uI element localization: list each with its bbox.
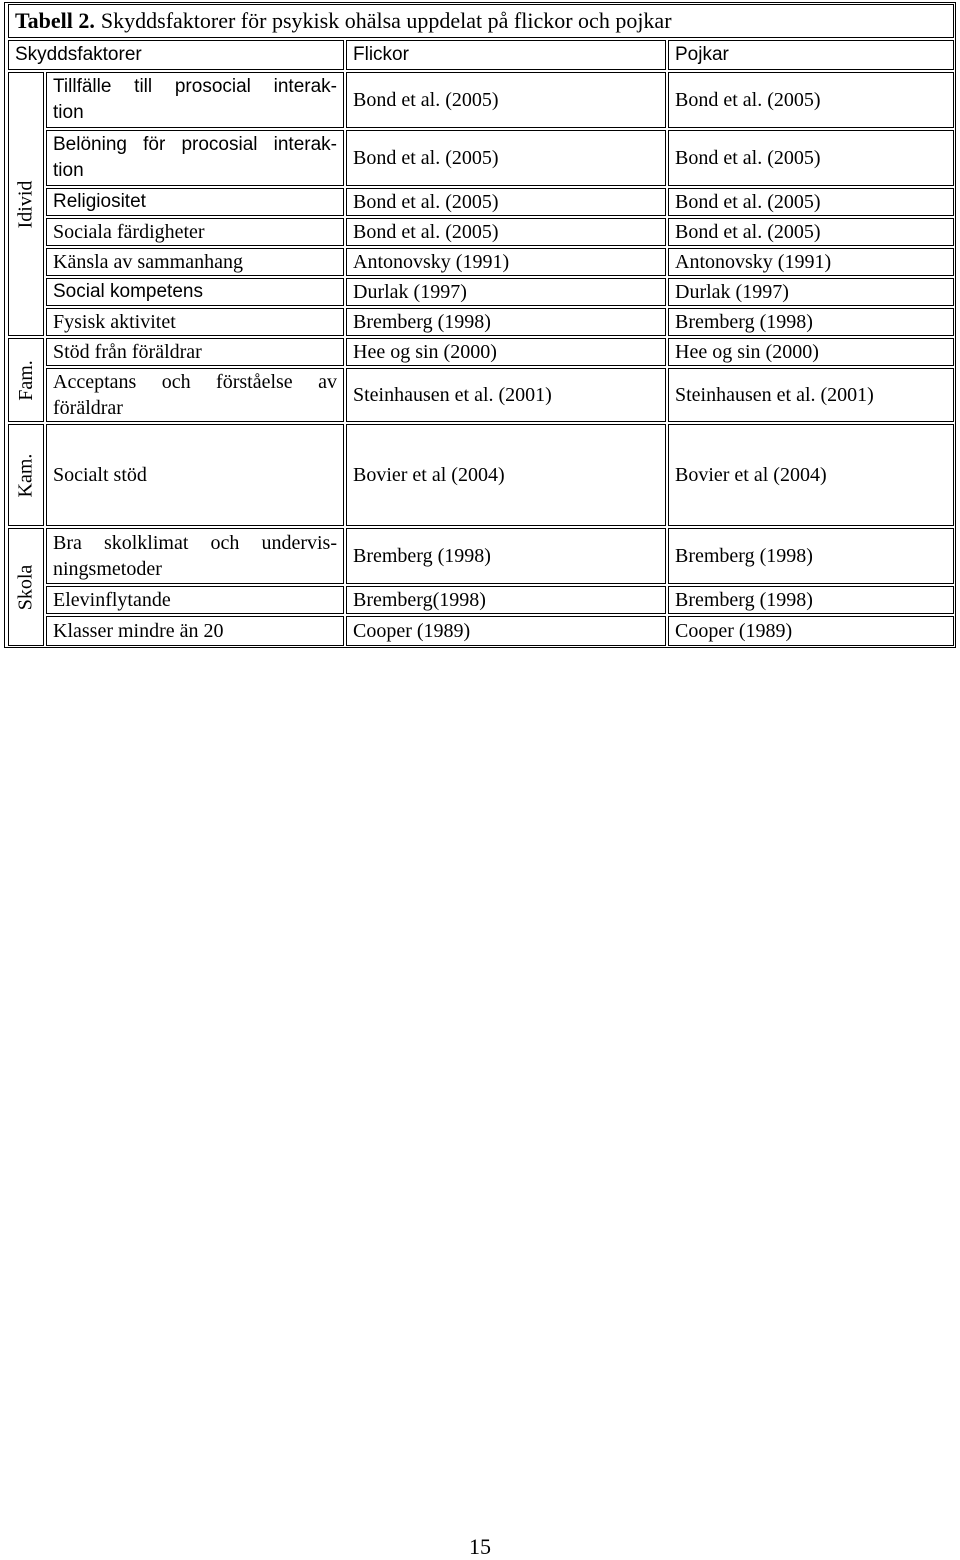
table-caption (8, 4, 954, 38)
table-row-pojkar: Bremberg (1998) (668, 528, 954, 584)
group-label-fam-text: Fam. (14, 359, 37, 401)
group-label-skola-text: Skola (14, 564, 37, 610)
header-skyddsfaktorer: Skyddsfaktorer (8, 40, 344, 70)
header-pojkar: Pojkar (668, 40, 954, 70)
table-row-factor: Religiositet (46, 188, 344, 216)
table-row-pojkar: Steinhausen et al. (2001) (668, 368, 954, 422)
table-row-flickor: Bremberg(1998) (346, 586, 666, 614)
table-row-flickor: Bond et al. (2005) (346, 218, 666, 246)
table-row-factor: Elevinflytande (46, 586, 344, 614)
table-row-flickor: Bond et al. (2005) (346, 72, 666, 128)
table-row-flickor: Bond et al. (2005) (346, 130, 666, 186)
table-row-pojkar: Bond et al. (2005) (668, 72, 954, 128)
table-row-factor: Socialt stöd (46, 424, 344, 526)
page-number: 15 (469, 1534, 491, 1559)
group-label-skola (8, 528, 44, 646)
table-row-factor: Fysisk aktivitet (46, 308, 344, 336)
table-row-flickor: Bond et al. (2005) (346, 188, 666, 216)
table-row-flickor: Bremberg (1998) (346, 528, 666, 584)
table-row-flickor: Durlak (1997) (346, 278, 666, 306)
table-row-factor: Klasser mindre än 20 (46, 616, 344, 646)
header-flickor: Flickor (346, 40, 666, 70)
table-row-factor: Bra skolklimat och undervis- ningsmetoder (46, 528, 344, 584)
table-row-factor: Känsla av sammanhang (46, 248, 344, 276)
table-row-factor: Stöd från föräldrar (46, 338, 344, 366)
table-row-factor: Tillfälle till prosocial interak- tion (46, 72, 344, 128)
group-label-idivid (8, 72, 44, 336)
group-label-kam-text: Kam. (14, 453, 37, 497)
table-row-flickor: Steinhausen et al. (2001) (346, 368, 666, 422)
table-row-pojkar: Bovier et al (2004) (668, 424, 954, 526)
table-row-pojkar: Bond et al. (2005) (668, 188, 954, 216)
table-row-pojkar: Bremberg (1998) (668, 586, 954, 614)
table-row-flickor: Cooper (1989) (346, 616, 666, 646)
table-row-flickor: Antonovsky (1991) (346, 248, 666, 276)
table-row-factor: Belöning för procosial interak- tion (46, 130, 344, 186)
table-row-pojkar: Bremberg (1998) (668, 308, 954, 336)
table-row-pojkar: Bond et al. (2005) (668, 130, 954, 186)
table-row-pojkar: Durlak (1997) (668, 278, 954, 306)
group-label-idivid-text: Idivid (14, 180, 37, 228)
table-row-flickor: Bovier et al (2004) (346, 424, 666, 526)
table-caption-prefix: Tabell 2. (15, 8, 95, 33)
table-row-pojkar: Hee og sin (2000) (668, 338, 954, 366)
group-label-kam (8, 424, 44, 526)
table-row-factor: Social kompetens (46, 278, 344, 306)
table-row-pojkar: Antonovsky (1991) (668, 248, 954, 276)
table-row-pojkar: Bond et al. (2005) (668, 218, 954, 246)
table-row-pojkar: Cooper (1989) (668, 616, 954, 646)
table-row-flickor: Bremberg (1998) (346, 308, 666, 336)
group-label-fam (8, 338, 44, 422)
table-caption-text: Skyddsfaktorer för psykisk ohälsa uppdelat på flickor och pojkar (100, 8, 672, 33)
table-row-factor: Acceptans och förståelse av föräldrar (46, 368, 344, 422)
table-row-flickor: Hee og sin (2000) (346, 338, 666, 366)
table-row-factor: Sociala färdigheter (46, 218, 344, 246)
